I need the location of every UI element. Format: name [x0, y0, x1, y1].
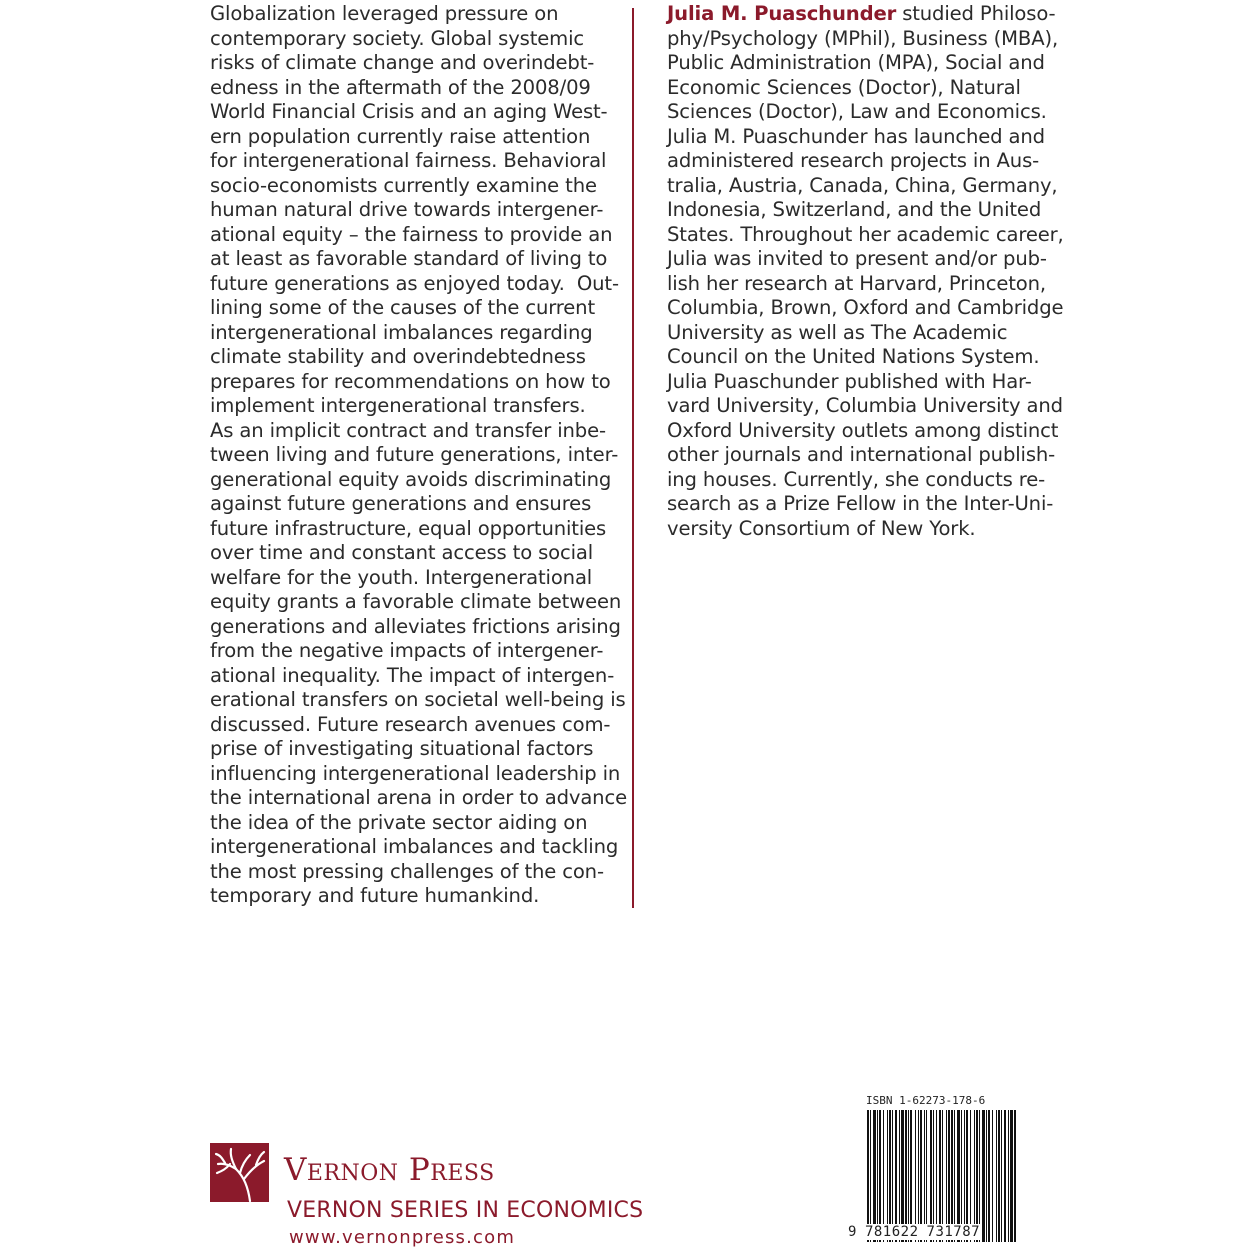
- abstract-line: the most pressing challenges of the con-: [210, 859, 604, 883]
- barcode-bar: [946, 1110, 947, 1242]
- barcode-bar: [877, 1110, 878, 1242]
- barcode-bar: [966, 1110, 968, 1242]
- abstract-line: intergenerational imbalances regarding: [210, 320, 593, 344]
- publisher-website[interactable]: www.vernonpress.com: [289, 1227, 516, 1248]
- barcode-bar: [867, 1110, 869, 1242]
- barcode-bar: [964, 1110, 965, 1242]
- barcode-bar: [910, 1110, 912, 1242]
- bio-line: other journals and international publish-: [667, 443, 1056, 466]
- bio-line: Public Administration (MPA), Social and: [667, 51, 1045, 74]
- bio-line: Economic Sciences (Doctor), Natural: [667, 75, 1021, 99]
- isbn-label: ISBN 1-62273-178-6: [866, 1094, 986, 1107]
- barcode-bar: [926, 1110, 927, 1242]
- barcode-bar: [905, 1110, 907, 1242]
- abstract-line: As an implicit contract and transfer inbe-: [210, 418, 606, 442]
- barcode-bar: [976, 1110, 978, 1242]
- barcode-bar: [1001, 1110, 1002, 1242]
- barcode-bar: [1014, 1110, 1016, 1242]
- abstract-line: for intergenerational fairness. Behavioral: [210, 149, 607, 172]
- barcode-bar: [1004, 1110, 1006, 1242]
- abstract-line: the international arena in order to advance: [210, 786, 627, 809]
- barcode-digits-right: 731787: [926, 1224, 981, 1240]
- barcode-bar: [988, 1110, 990, 1242]
- abstract-line: risks of climate change and overindebt-: [210, 51, 595, 74]
- abstract-line: future generations as enjoyed today. Out-: [210, 271, 619, 295]
- barcode-bar: [924, 1110, 925, 1242]
- barcode-bar: [889, 1110, 891, 1242]
- abstract-line: influencing intergenerational leadership in: [210, 761, 621, 785]
- barcode-bar: [982, 1110, 985, 1242]
- bio-first-line: [667, 2, 1067, 27]
- abstract-line: World Financial Crisis and an aging West-: [210, 100, 608, 123]
- column-divider: [632, 8, 634, 908]
- abstract-text: [210, 2, 627, 909]
- bio-line: Oxford University outlets among distinct: [667, 418, 1059, 442]
- abstract-line: welfare for the youth. Intergenerational: [210, 565, 593, 589]
- abstract-line: equity grants a favorable climate between: [210, 590, 622, 613]
- barcode-digits-left: 781622: [864, 1224, 919, 1240]
- abstract-line: Globalization leveraged pressure on: [210, 2, 559, 25]
- barcode-bar: [873, 1110, 876, 1242]
- bio-line: States. Throughout her academic career,: [667, 222, 1064, 246]
- barcode-bar: [918, 1110, 919, 1242]
- abstract-line: discussed. Future research avenues com-: [210, 712, 611, 736]
- bio-line: ing houses. Currently, she conducts re-: [667, 467, 1046, 491]
- barcode-bar: [870, 1110, 871, 1242]
- barcode-bar: [998, 1110, 1000, 1242]
- barcode-bar: [954, 1110, 955, 1242]
- barcode-bar: [915, 1110, 916, 1242]
- bio-line: lish her research at Harvard, Princeton,: [667, 271, 1046, 295]
- barcode-bar: [957, 1110, 960, 1242]
- abstract-line: from the negative impacts of intergener-: [210, 639, 604, 662]
- barcode-bar: [948, 1110, 950, 1242]
- bio-line: Julia Puaschunder published with Har-: [667, 369, 1032, 393]
- barcode-digits: [846, 1224, 982, 1240]
- barcode-bar: [892, 1110, 893, 1242]
- abstract-line: against future generations and ensures: [210, 492, 592, 515]
- abstract-line: climate stability and overindebtedness: [210, 345, 586, 368]
- bio-line: phy/Psychology (MPhil), Business (MBA),: [667, 26, 1059, 50]
- barcode-bar: [936, 1110, 937, 1242]
- bio-line: Council on the United Nations System.: [667, 345, 1040, 368]
- bio-line: Julia M. Puaschunder has launched and: [667, 124, 1045, 148]
- barcode-bar: [899, 1110, 900, 1242]
- abstract-line: temporary and future humankind.: [210, 884, 540, 907]
- abstract-line: at least as favorable standard of living to: [210, 247, 608, 270]
- abstract-line: erational transfers on societal well-being is: [210, 688, 626, 711]
- abstract-line: ern population currently raise attention: [210, 124, 591, 148]
- barcode-bar: [879, 1110, 881, 1242]
- publisher-name: Vernon Press: [284, 1152, 495, 1188]
- abstract-line: future infrastructure, equal opportunities: [210, 516, 607, 540]
- bio-line: Julia was invited to present and/or pub-: [667, 247, 1047, 270]
- abstract-line: intergenerational imbalances and tackling: [210, 835, 619, 858]
- abstract-line: ational inequality. The impact of intergen-: [210, 663, 615, 687]
- barcode-bar: [996, 1110, 997, 1242]
- abstract-line: generational equity avoids discriminating: [210, 467, 612, 491]
- author-bio: [667, 2, 1067, 541]
- bio-line: Sciences (Doctor), Law and Economics.: [667, 100, 1047, 123]
- barcode-bar: [901, 1110, 904, 1242]
- author-name: Julia M. Puaschunder: [667, 2, 897, 25]
- barcode-bar: [883, 1110, 884, 1242]
- bio-line: versity Consortium of New York.: [667, 516, 976, 540]
- abstract-line: prepares for recommendations on how to: [210, 369, 611, 393]
- barcode-bar: [895, 1110, 897, 1242]
- barcode-bar: [887, 1110, 888, 1242]
- bio-line: administered research projects in Aus-: [667, 149, 1040, 172]
- abstract-line: over time and constant access to social: [210, 541, 594, 564]
- vernon-press-logo: [210, 1143, 269, 1202]
- barcode-bar: [920, 1110, 922, 1242]
- abstract-line: ational equity – the fairness to provide an: [210, 222, 613, 246]
- abstract-line: prise of investigating situational factors: [210, 737, 594, 760]
- abstract-line: generations and alleviates frictions arising: [210, 614, 621, 638]
- barcode-bar: [939, 1110, 941, 1242]
- abstract-line: socio-economists currently examine the: [210, 173, 597, 197]
- bio-line: search as a Prize Fellow in the Inter-Uni-: [667, 492, 1054, 515]
- barcode-bar: [1008, 1110, 1009, 1242]
- bio-line: University as well as The Academic: [667, 320, 1008, 344]
- abstract-line: edness in the aftermath of the 2008/09: [210, 75, 591, 99]
- abstract-line: the idea of the private sector aiding on: [210, 810, 588, 834]
- abstract-line: implement intergenerational transfers.: [210, 394, 586, 417]
- abstract-line: tween living and future generations, inter-: [210, 443, 619, 466]
- barcode-digits-prefix: 9: [848, 1224, 857, 1240]
- barcode-bar: [951, 1110, 953, 1242]
- bio-first-line-rest: studied Philoso-: [896, 2, 1056, 25]
- abstract-line: contemporary society. Global systemic: [210, 26, 585, 50]
- barcode-bar: [908, 1110, 909, 1242]
- bio-line: tralia, Austria, Canada, China, Germany,: [667, 173, 1058, 197]
- barcode-bar: [970, 1110, 971, 1242]
- series-name: VERNON SERIES IN ECONOMICS: [287, 1198, 644, 1223]
- barcode-bar: [930, 1110, 932, 1242]
- bio-line: Indonesia, Switzerland, and the United: [667, 198, 1042, 221]
- barcode-bar: [974, 1110, 975, 1242]
- barcode-bar: [942, 1110, 943, 1242]
- tree-branch-icon: [210, 1143, 269, 1202]
- abstract-line: lining some of the causes of the current: [210, 296, 595, 319]
- barcode-bar: [992, 1110, 993, 1242]
- bio-line: Columbia, Brown, Oxford and Cambridge: [667, 296, 1064, 319]
- barcode-bar: [961, 1110, 962, 1242]
- barcode-icon: [866, 1110, 1018, 1242]
- barcode-bar: [986, 1110, 987, 1242]
- bio-line: vard University, Columbia University and: [667, 394, 1063, 417]
- barcode-bar: [1010, 1110, 1013, 1242]
- abstract-line: human natural drive towards intergener-: [210, 198, 604, 221]
- barcode-bar: [933, 1110, 934, 1242]
- barcode-bar: [979, 1110, 980, 1242]
